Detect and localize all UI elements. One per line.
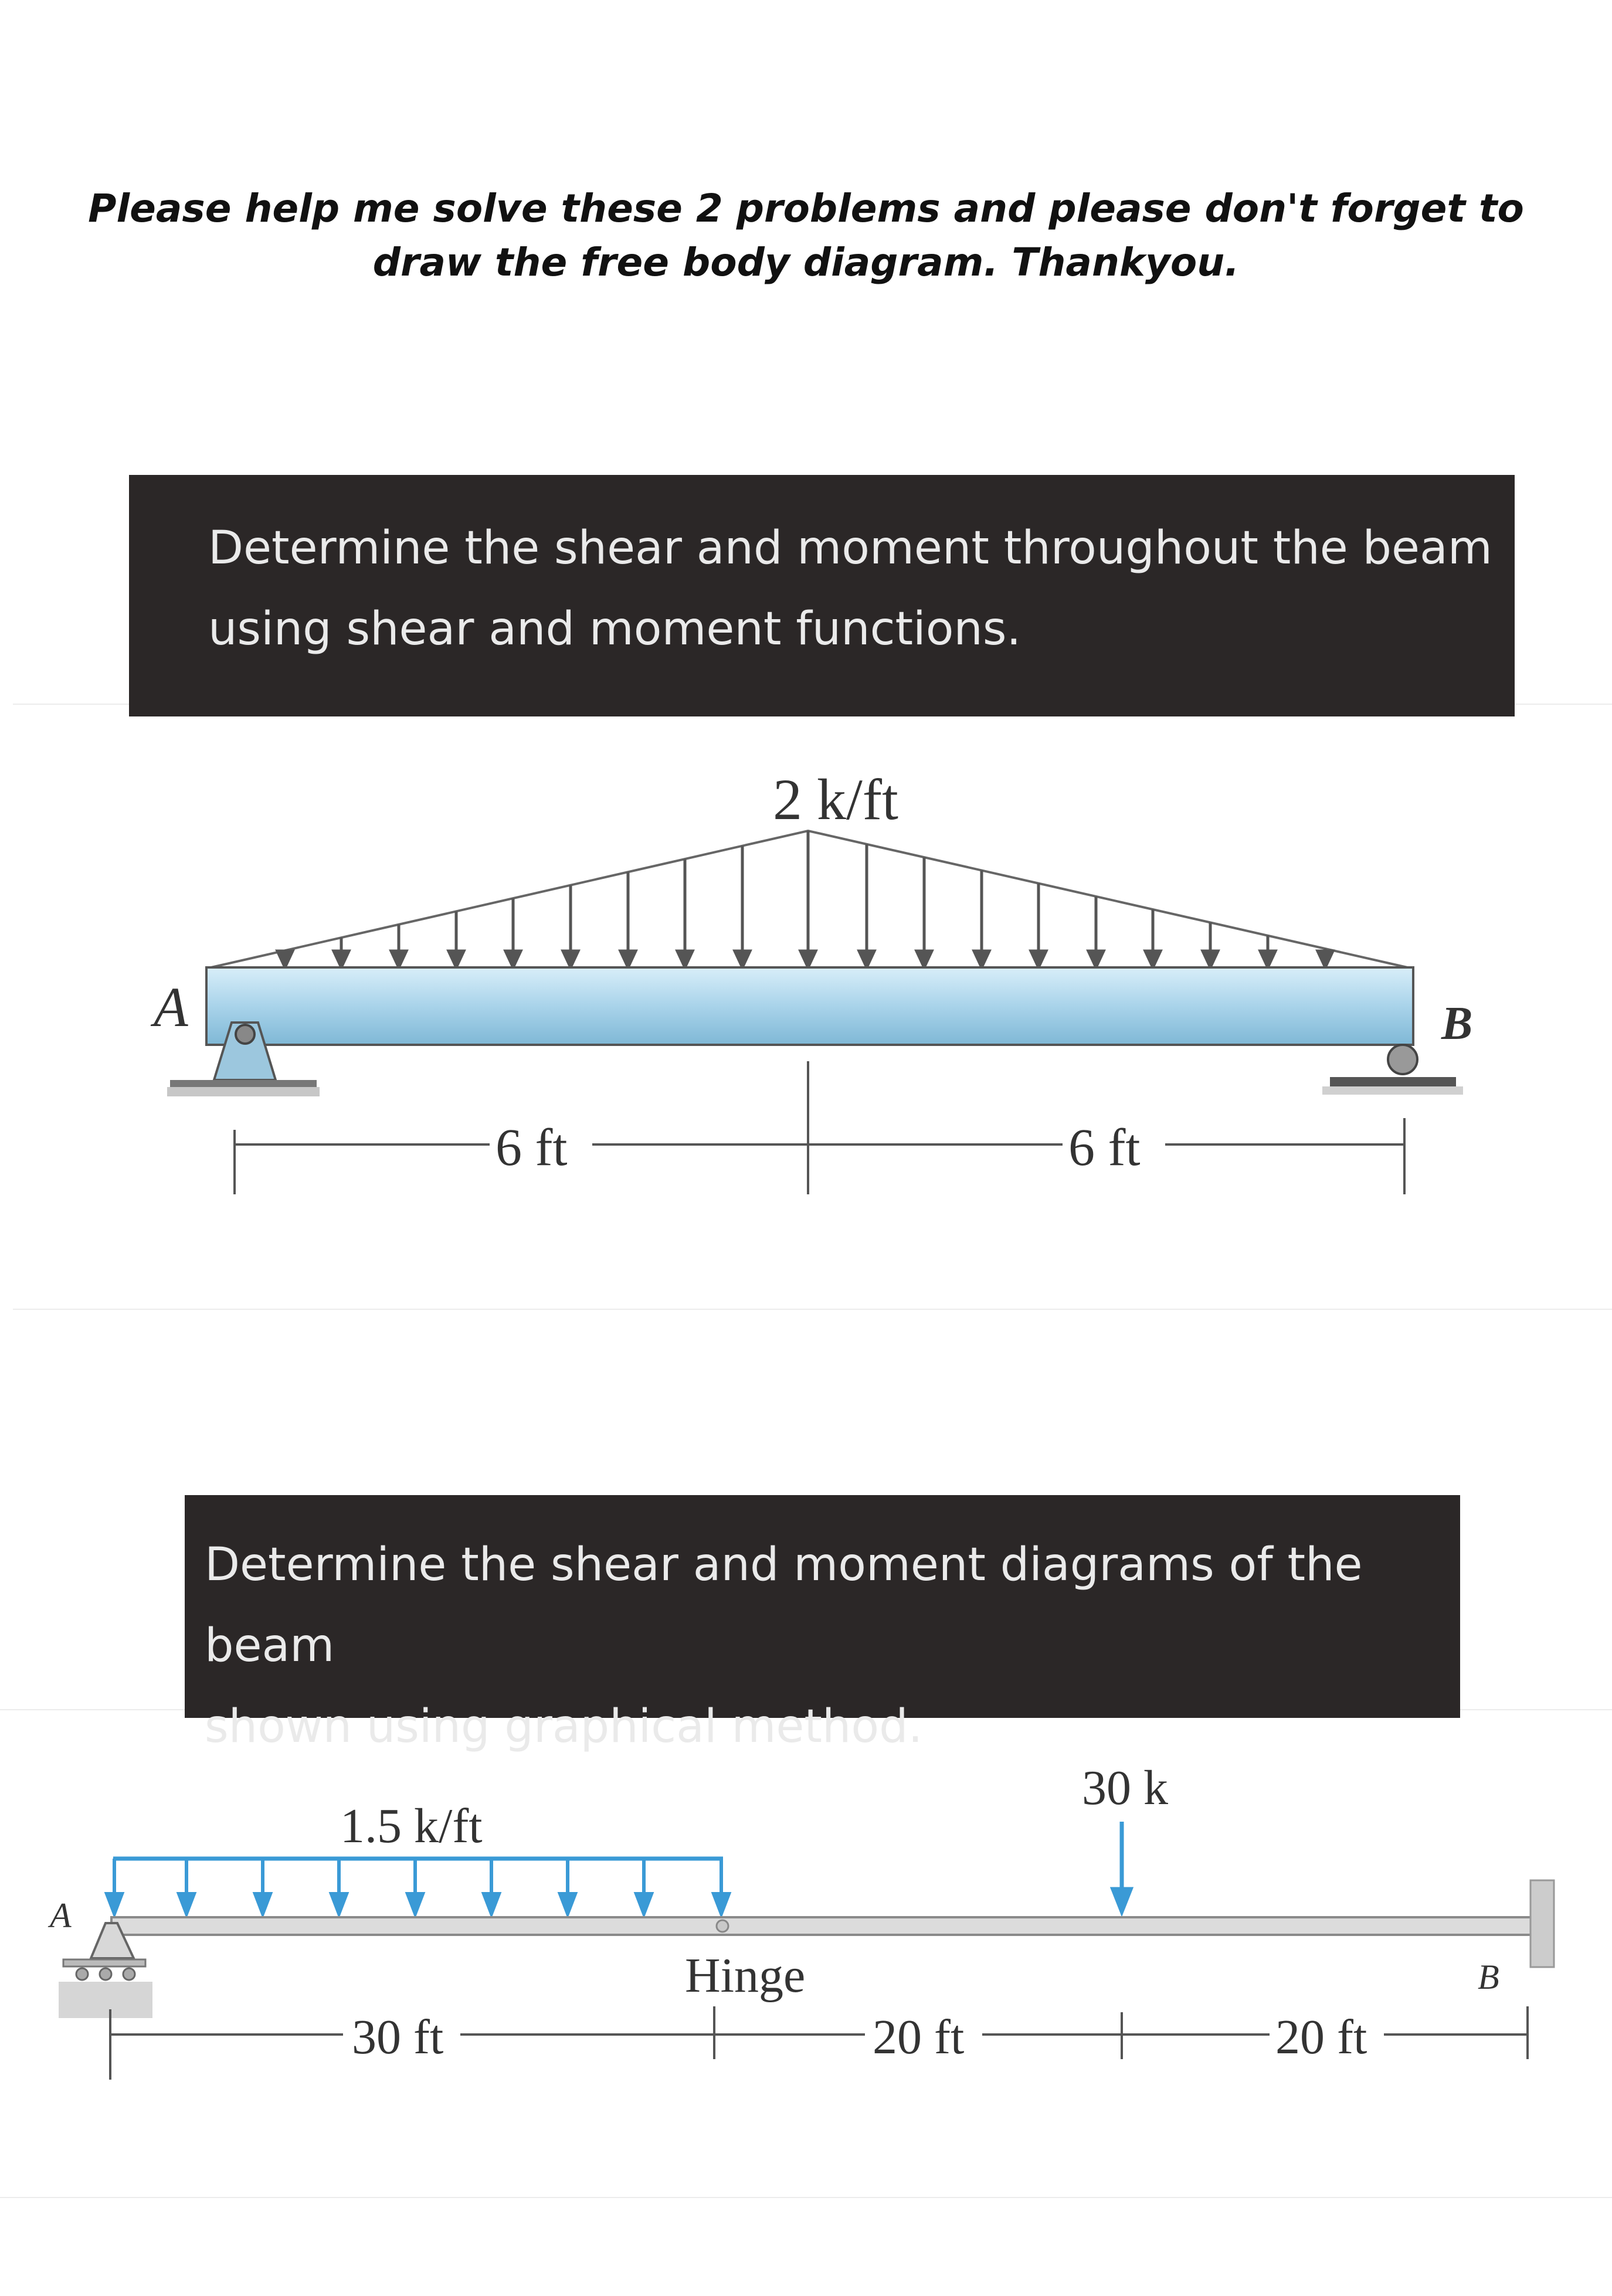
load-arrow-head	[620, 951, 636, 967]
distributed-arrow-head	[331, 1894, 347, 1914]
load-arrow-head	[1318, 951, 1333, 967]
load-arrows	[277, 831, 1333, 967]
load-arrow-head	[505, 951, 521, 967]
problem2-prompt-line-2: shown using graphical method.	[205, 1700, 923, 1753]
support-a-label-2: A	[50, 1896, 72, 1935]
load-arrow-head	[1088, 951, 1104, 967]
load-arrow-head	[563, 951, 578, 967]
problem1-diagram	[13, 705, 1612, 1309]
load-arrow-head	[449, 951, 464, 967]
distributed-arrow-head	[179, 1894, 194, 1914]
load-arrow-head	[277, 951, 293, 967]
dimension-label-right: 6 ft	[1068, 1119, 1141, 1177]
load-arrow-head	[917, 951, 932, 967]
header-line-2: draw the free body diagram. Thankyou.	[372, 240, 1240, 285]
point-load-label: 30 k	[1082, 1761, 1168, 1815]
request-header	[47, 182, 1565, 290]
support-b-label-2: B	[1478, 1958, 1499, 1996]
distributed-load-label: 1.5 k/ft	[340, 1799, 483, 1853]
load-arrow-head	[334, 951, 349, 967]
distributed-arrow-head	[714, 1894, 729, 1914]
load-arrow-head	[1260, 951, 1275, 967]
distributed-arrow-head	[107, 1894, 122, 1914]
problem2-figure-panel	[0, 1709, 1612, 2198]
hinge	[717, 1920, 728, 1932]
fixed-support-b	[1530, 1880, 1554, 1967]
load-arrow-head	[859, 951, 874, 967]
load-arrow-head	[735, 951, 750, 967]
load-arrow-head	[1145, 951, 1160, 967]
dimension-label-30ft: 30 ft	[352, 2010, 444, 2064]
problem2-diagram	[0, 1710, 1612, 2197]
distributed-arrow-head	[408, 1894, 423, 1914]
beam-1	[206, 967, 1413, 1045]
distributed-load-arrows	[107, 1859, 729, 1914]
load-arrow-head	[1031, 951, 1046, 967]
dimension-label-left: 6 ft	[496, 1119, 568, 1177]
hinge-label: Hinge	[685, 1948, 806, 2003]
header-line-1: Please help me solve these 2 problems and please don't forget to	[88, 186, 1524, 231]
load-arrow-head	[1203, 951, 1218, 967]
roller-support-a	[59, 1923, 152, 2018]
load-arrow-head	[800, 951, 816, 967]
load-arrow-head	[677, 951, 693, 967]
distributed-arrow-head	[255, 1894, 270, 1914]
support-b-label: B	[1441, 998, 1473, 1049]
support-a-label: A	[154, 976, 188, 1038]
point-load-arrow	[1113, 1822, 1131, 1911]
dimension-label-20ft-2: 20 ft	[1275, 2010, 1367, 2064]
roller-support-b	[1322, 1045, 1463, 1095]
dimension-label-20ft-1: 20 ft	[873, 2010, 965, 2064]
problem1-prompt-line-1: Determine the shear and moment throughout the beam	[208, 522, 1492, 575]
load-label: 2 k/ft	[773, 767, 898, 832]
beam-2	[111, 1917, 1538, 1935]
dimension-line-1	[235, 1061, 1404, 1194]
load-arrow-head	[391, 951, 406, 967]
problem1-figure-panel	[13, 704, 1612, 1310]
load-arrow-head	[974, 951, 989, 967]
distributed-arrow-head	[484, 1894, 499, 1914]
distributed-arrow-head	[636, 1894, 651, 1914]
distributed-arrow-head	[560, 1894, 575, 1914]
problem1-prompt-line-2: using shear and moment functions.	[208, 603, 1022, 655]
problem1-prompt	[129, 475, 1515, 716]
problem2-prompt	[185, 1495, 1460, 1753]
problem2-prompt-line-1: Determine the shear and moment diagrams of the beam	[205, 1538, 1363, 1672]
